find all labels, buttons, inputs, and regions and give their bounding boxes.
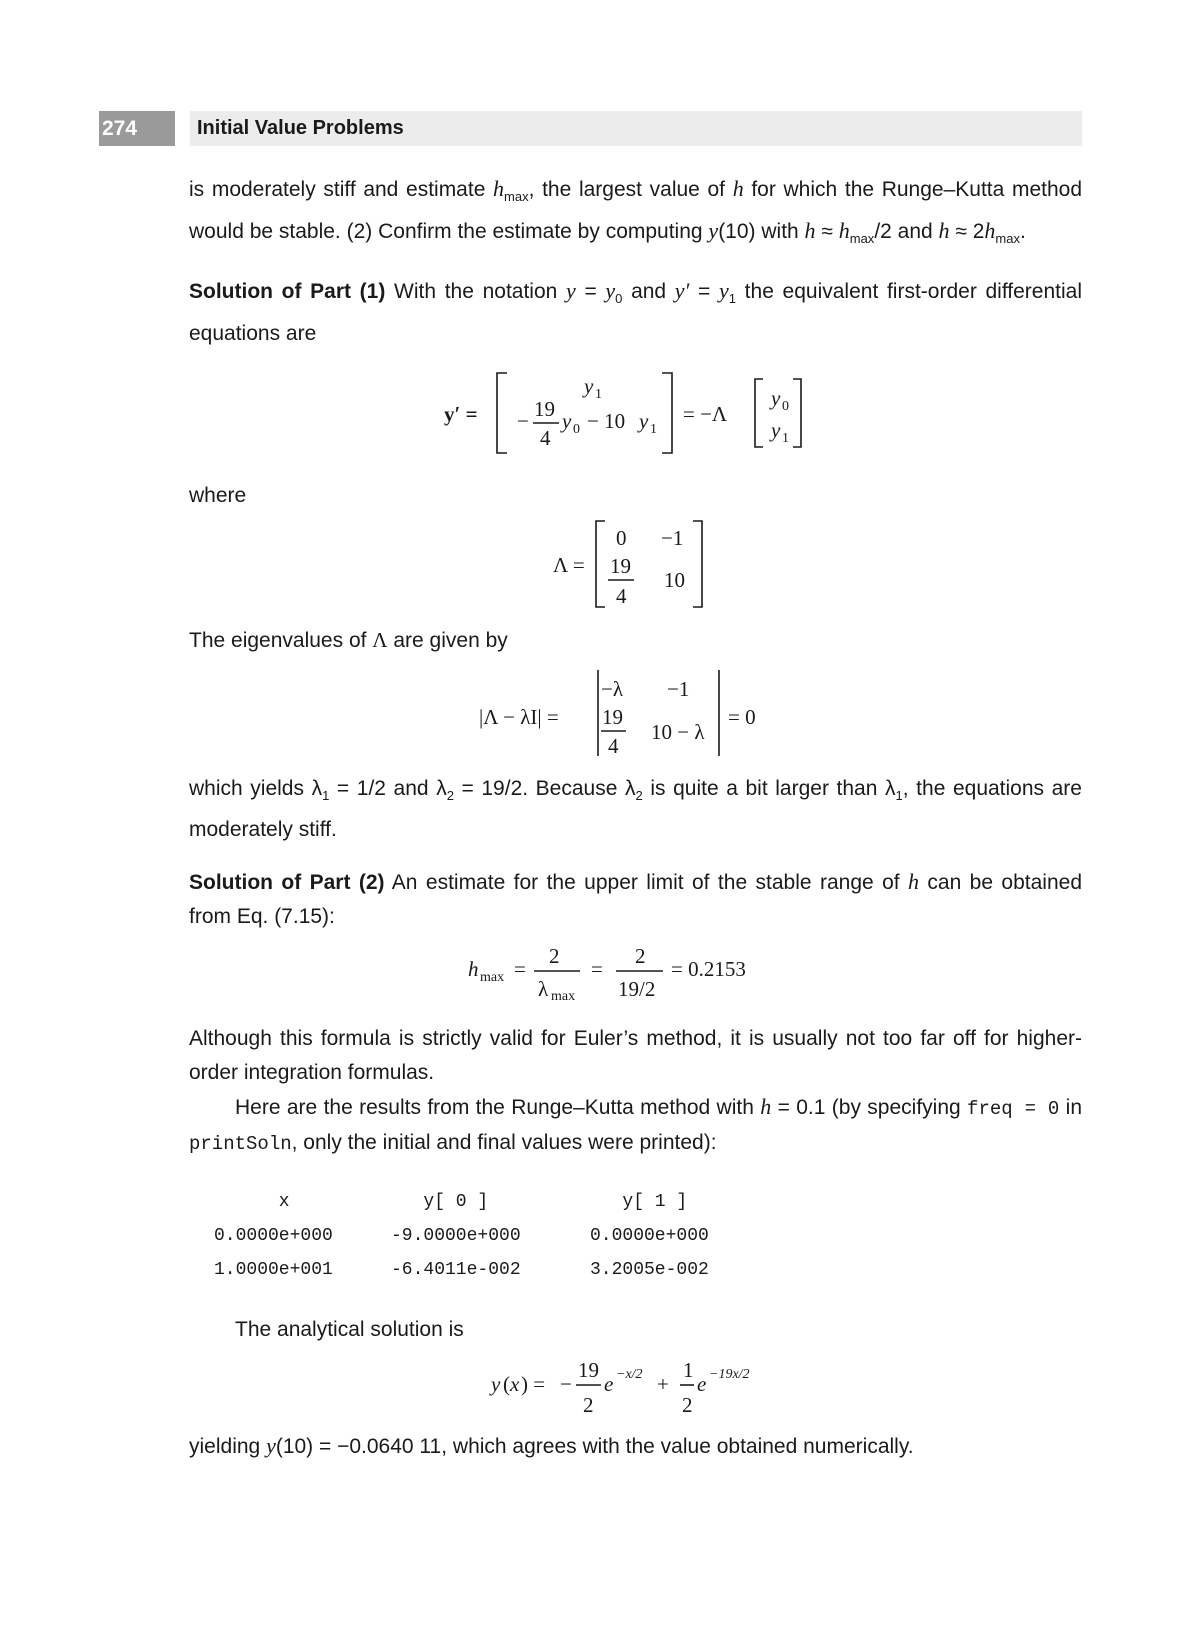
table-cell: -9.0000e+000 [391,1225,521,1246]
table-cell: 3.2005e-002 [590,1259,709,1280]
eq5-e1: e [604,1371,614,1396]
eq5-x: x [510,1371,520,1396]
eq4-d1s: max [551,988,576,1004]
eq3-lhs: |Λ − λI| = [479,704,559,729]
eq5-d2: 2 [682,1392,693,1417]
eq3-frac-den: 4 [608,733,619,758]
bracket-right [662,373,672,453]
eq2-a22: 10 [664,567,685,592]
eq5-exp2: −19x/2 [709,1366,750,1382]
eigenvalue-result: which yields $\lambda_1 = 1/2$ and $\lambda_2 = 19/2$. Because $\lambda_2$ is quite a bit larger than $\lambda_1$, the equations are moderately stiff. [189,776,1082,841]
eq4-eq1: = [514,956,526,981]
eq1-row2-mid: − 10 [587,408,626,433]
eq1-vec-y0: y [771,385,781,410]
equation-analytical-solution [189,1351,1082,1421]
eq4-eq2: = [591,956,603,981]
equation-lambda-matrix [189,515,1082,613]
eq2-frac-den: 4 [616,583,627,608]
running-header [99,111,1082,146]
eq3-a22: 10 − λ [651,719,705,744]
eq4-h: h [468,956,479,981]
eigenvalues-text: The eigenvalues of Λ are given by [189,627,508,652]
solution-part-1: Solution of Part (1) With the notation $y = y_0$ and $y' = y_1$ the equivalent first-order differential equations are [189,278,1082,345]
table-header: y[ 1 ] [590,1191,688,1212]
eq4-d2: 19/2 [618,976,656,1001]
eq4-n2: 2 [635,943,646,968]
eq5-close: ) = [521,1371,546,1396]
problem-statement: is moderately stiff and estimate $h_{max}$, the largest value of h for which the Runge–Kutta method would be stable. (2) Confirm the estimate by computing y(10) with $h \approx h_{max}/2$ and $h \approx 2h_{max}$. [189,176,1083,247]
eq5-open: ( [503,1371,510,1396]
page-number: 274 [99,111,175,146]
eq1-frac-num: 19 [534,396,555,421]
eq3-a11: −λ [601,676,624,701]
eq5-minus: − [560,1371,572,1396]
eq2-lhs: Λ = [553,552,585,577]
table-header-row [214,1185,790,1219]
eq2-a12: −1 [661,525,684,550]
eq4-hsub: max [480,969,505,985]
euler-remark: Although this formula is strictly valid for Euler’s method, it is usually not too far off for higher-order integration formulas. [189,1026,1082,1084]
eq3-a12: −1 [667,676,690,701]
eq1-frac-den: 4 [540,425,551,450]
eq1-row2-y0: y [562,408,572,433]
table-cell: -6.4011e-002 [391,1259,521,1280]
eq1-row2-sub1: 1 [650,421,657,437]
eq1-row2-y1: y [639,408,649,433]
table-header: y[ 0 ] [391,1191,489,1212]
final-result: yielding y(10) = −0.0640 11, which agrees with the value obtained numerically. [189,1432,914,1458]
eq1-rhs: = −Λ [683,401,728,426]
eq2-a11: 0 [616,525,627,550]
eq4-eq3: = 0.2153 [671,956,746,981]
where-text: where [189,483,247,507]
eq4-d1: λ [538,976,549,1001]
vec-bracket-left [755,379,763,447]
eq5-n2: 1 [683,1357,694,1382]
eq1-lhs: y′ = [444,401,478,426]
eq5-d1: 2 [583,1392,594,1417]
table-row [214,1219,790,1253]
vec-bracket-right [793,379,801,447]
eq1-row1-sub: 1 [595,386,602,402]
table-header: x [214,1191,290,1212]
table-cell: 0.0000e+000 [590,1225,709,1246]
table-row [214,1253,790,1287]
eq5-plus: + [657,1371,669,1396]
eq1-minus: − [517,408,529,433]
program-output-table [214,1185,790,1287]
eq1-row2-sub0: 0 [573,421,580,437]
equation-first-order-system [189,365,1082,465]
results-intro: Here are the results from the Runge–Kutta method with h = 0.1 (by specifying freq = 0 in printSoln, only the initial and final values were printed): [189,1093,1082,1155]
eq5-e2: e [697,1371,707,1396]
eq3-frac-num: 19 [602,704,623,729]
eq4-n1: 2 [549,943,560,968]
chapter-title: Initial Value Problems [190,111,1082,146]
eq3-rhs: = 0 [728,704,756,729]
bracket-left [497,373,507,453]
analytical-intro: The analytical solution is [235,1317,464,1341]
eq2-frac-num: 19 [610,553,631,578]
page-body [189,172,1082,1464]
eq5-y: y [491,1371,501,1396]
eq1-vec-sub0: 0 [782,398,789,414]
solution-part-2: Solution of Part (2) An estimate for the upper limit of the stable range of h can be obtained from Eq. (7.15): [189,868,1083,928]
table-cell: 0.0000e+000 [214,1225,333,1246]
eq5-n1: 19 [578,1357,599,1382]
eq5-exp1: −x/2 [616,1366,643,1382]
eq1-vec-y1: y [771,417,781,442]
eq1-row1-y: y [584,373,594,398]
equation-hmax [189,940,1082,1010]
table-cell: 1.0000e+001 [214,1259,333,1280]
eq1-vec-sub1: 1 [782,430,789,446]
equation-characteristic-determinant [189,666,1082,762]
